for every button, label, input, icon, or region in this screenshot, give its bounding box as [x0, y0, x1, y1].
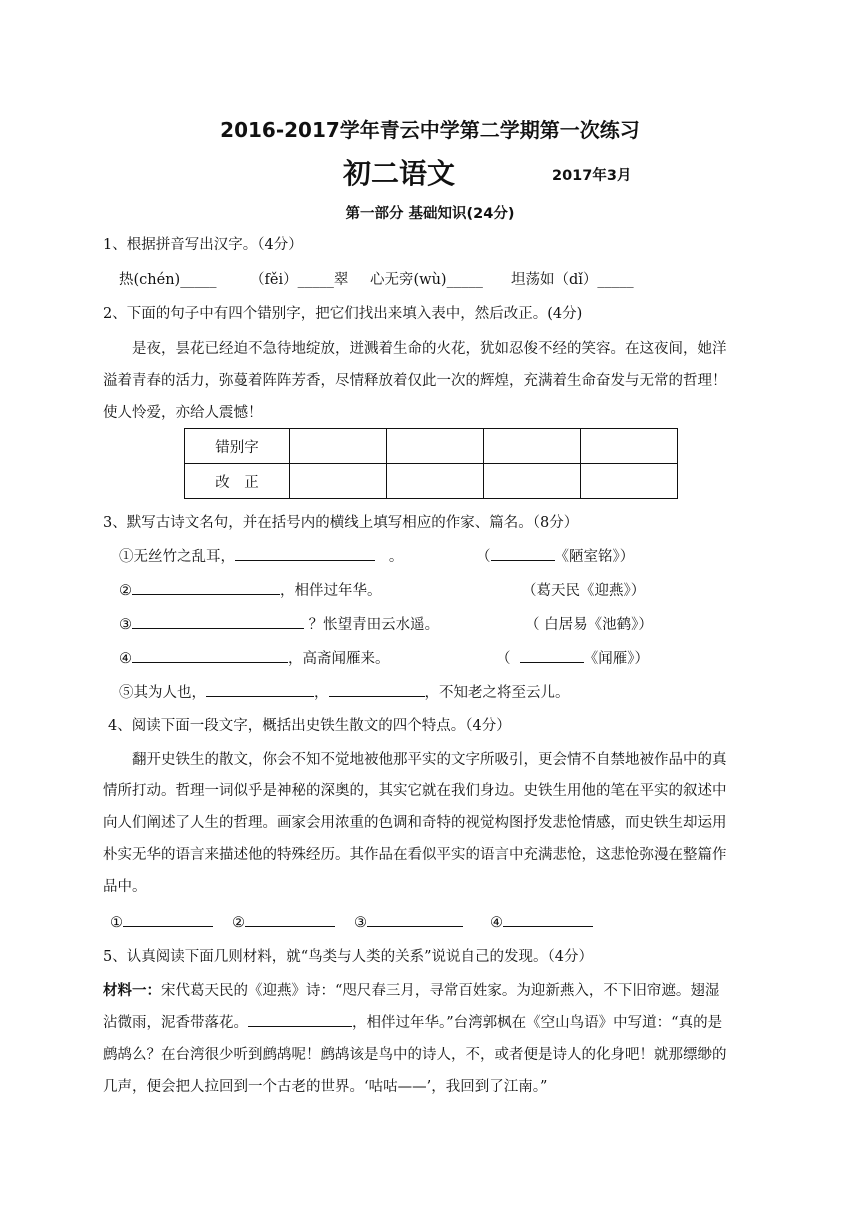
q3-line-5	[119, 681, 570, 702]
answer-cell[interactable]	[581, 464, 678, 499]
q3-prompt: 3、默写古诗文名句，并在括号内的横线上填写相应的作家、篇名。（8分）	[103, 515, 579, 531]
row-label-correction: 改 正	[185, 464, 290, 499]
answer-cell[interactable]	[484, 464, 581, 499]
q1-item-2: （fěi）_____翠	[250, 272, 349, 288]
q3-text: ，	[314, 685, 329, 701]
q4-passage-line: 情所打动。哲理一词似乎是神秘的深奥的，其实它就在我们身边。史铁生用他的笔在平实的叙述中	[103, 783, 727, 799]
answer-blank[interactable]	[132, 580, 280, 595]
answer-blank[interactable]	[132, 648, 288, 663]
answer-blank[interactable]	[123, 912, 213, 927]
exam-date: 2017年3月	[552, 168, 632, 184]
q3-text: ？怅望青田云水遥。	[308, 617, 440, 633]
q3-source-2: （葛天民《迎燕》）	[522, 583, 646, 599]
q3-text: （	[476, 549, 491, 565]
table-row	[185, 429, 678, 464]
answer-cell[interactable]	[581, 429, 678, 464]
q4-passage-line: 向人们阐述了人生的哲理。画家会用浓重的色调和奇特的视觉构图抒发悲怆情感，而史铁生却运用	[103, 815, 727, 831]
material-label: 材料一：	[103, 983, 161, 999]
q3-text: ③	[119, 617, 132, 633]
q3-text: ①无丝竹之乱耳，	[119, 549, 235, 565]
q4-passage-line: 朴实无华的语言来描述他的特殊经历。其作品在看似平实的语言中充满悲怆，这悲怆弥漫在整篇作	[103, 847, 727, 863]
q5-prompt: 5、认真阅读下面几则材料，就“鸟类与人类的关系”说说自己的发现。（4分）	[103, 949, 594, 965]
q2-passage-line: 使人怜爱，亦给人震憾！	[103, 405, 263, 421]
q5-text: ，相伴过年华。”台湾郭枫在《空山鸟语》中写道：“真的是	[352, 1015, 723, 1031]
answer-blank[interactable]	[132, 614, 304, 629]
answer-blank[interactable]	[520, 648, 584, 663]
answer-blank[interactable]	[329, 682, 425, 697]
q5-text: 沾微雨，泥香带落花。	[103, 1015, 248, 1031]
answer-blank[interactable]	[367, 912, 463, 927]
answer-cell[interactable]	[387, 429, 484, 464]
q4-passage-line: 翻开史铁生的散文，你会不知不觉地被他那平实的文字所吸引，更会情不自禁地被作品中的真	[132, 752, 727, 768]
answer-blank[interactable]	[206, 682, 314, 697]
q5-material-1-line	[103, 1011, 722, 1032]
q5-text: 宋代葛天民的《迎燕》诗：“咫尺春三月，寻常百姓家。为迎新燕入，不下旧帘遮。翅湿	[161, 983, 720, 999]
q4-prompt: 4、阅读下面一段文字，概括出史铁生散文的四个特点。（4分）	[108, 718, 511, 734]
answer-blank[interactable]	[503, 912, 593, 927]
q3-source-3: （ 白居易《池鹤》）	[525, 617, 653, 633]
q4-blank-2	[232, 912, 335, 931]
q3-text: （	[496, 651, 511, 667]
exam-title: 2016-2017学年青云中学第二学期第一次练习	[220, 118, 640, 142]
q4-blank-3	[354, 912, 463, 931]
subject-title: 初二语文	[343, 157, 456, 190]
q4-blank-1	[110, 912, 213, 931]
q3-text: ，不知老之将至云儿。	[424, 685, 570, 701]
q2-prompt: 2、下面的句子中有四个错别字，把它们找出来填入表中，然后改正。(4分)	[103, 306, 583, 322]
q3-text: ，相伴过年华。	[280, 583, 382, 599]
q3-text: 《闻雁》）	[583, 651, 649, 667]
blank-number: ④	[490, 915, 503, 931]
answer-blank[interactable]	[491, 546, 555, 561]
q3-source-4	[496, 647, 649, 668]
part-heading: 第一部分 基础知识(24分)	[345, 206, 515, 222]
q3-line-2	[119, 579, 382, 600]
q1-item-1: 热(chén)_____	[119, 272, 217, 288]
q1-item-4: 坦荡如（dǐ）_____	[511, 272, 634, 288]
answer-blank[interactable]	[235, 546, 375, 561]
q4-blank-4	[490, 912, 593, 931]
table-row	[185, 464, 678, 499]
q5-material-1-line: 鹧鸪么？在台湾很少听到鹧鸪呢！鹧鸪该是鸟中的诗人，不，或者便是诗人的化身吧！就那缥缈的	[103, 1047, 727, 1063]
q1-item-3: 心无旁(wù)_____	[370, 272, 483, 288]
q3-text: 。	[388, 549, 404, 565]
answer-cell[interactable]	[484, 429, 581, 464]
q3-source-1	[476, 545, 634, 566]
answer-cell[interactable]	[290, 464, 387, 499]
answer-cell[interactable]	[387, 464, 484, 499]
q3-text: ，高斋闻雁来。	[288, 651, 390, 667]
q3-text: ②	[119, 583, 132, 599]
q5-material-1-line	[103, 979, 719, 1000]
answer-blank[interactable]	[248, 1012, 352, 1027]
q3-text: ④	[119, 651, 132, 667]
q2-passage-line: 溢着青春的活力，弥蔓着阵阵芳香，尽情释放着仅此一次的辉煌，充满着生命奋发与无常的哲理！	[103, 373, 727, 389]
q4-passage-line: 品中。	[103, 879, 147, 895]
error-correction-table	[184, 428, 678, 499]
q3-line-3	[119, 613, 439, 634]
q5-material-1-line: 几声，便会把人拉回到一个古老的世界。‘咕咕——’，我回到了江南。”	[103, 1079, 548, 1095]
q3-text: 《陋室铭》）	[554, 549, 635, 565]
answer-cell[interactable]	[290, 429, 387, 464]
q3-text: ⑤其为人也，	[119, 685, 206, 701]
q3-line-1	[119, 545, 403, 566]
q3-line-4	[119, 647, 390, 668]
q1-prompt: 1、根据拼音写出汉字。（4分）	[103, 237, 303, 253]
blank-number: ③	[354, 915, 367, 931]
row-label-wrong-chars: 错别字	[185, 429, 290, 464]
blank-number: ①	[110, 915, 123, 931]
answer-blank[interactable]	[245, 912, 335, 927]
blank-number: ②	[232, 915, 245, 931]
q2-passage-line: 是夜，昙花已经迫不急待地绽放，迸溅着生命的火花，犹如忍俊不经的笑容。在这夜间，她洋	[132, 341, 727, 357]
